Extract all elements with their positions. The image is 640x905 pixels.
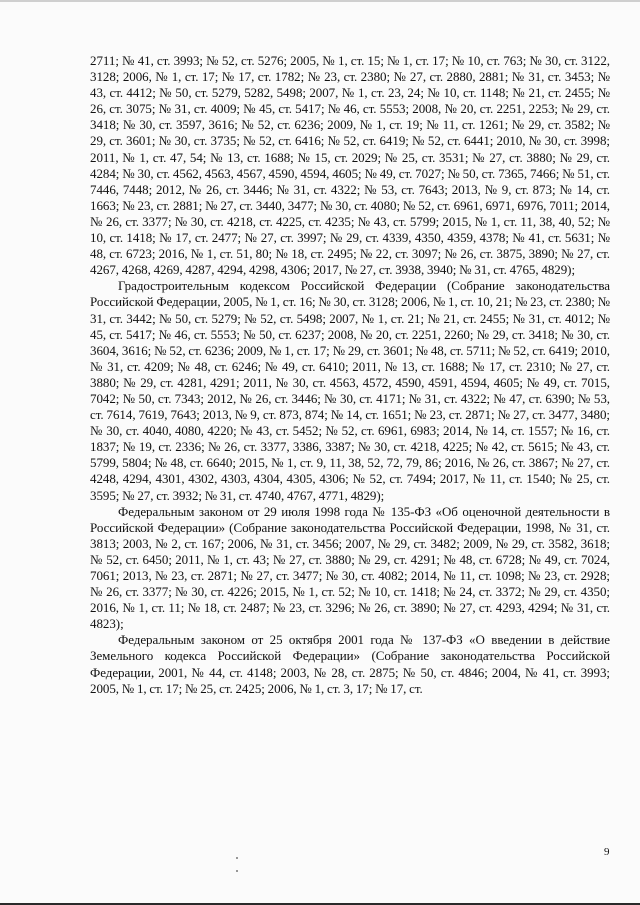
paragraph-law-137-fz: Федеральным законом от 25 октября 2001 года № 137-ФЗ «О введении в действие Земельного кодекса Российской Федерации» (Собрание законодательства Российской Федерации, 2001, № 44, ст. 4148; 2003, № 28, ст. 2875; № 50, ст. 4846; 2004, № 41, ст. 3993; 2005, № 1, ст. 17; № 25, ст. 2425; 2006, № 1, ст. 3, 17; № 17, ст.: [90, 632, 610, 696]
document-body: [90, 53, 610, 697]
paragraph-citations-continued: 2711; № 41, ст. 3993; № 52, ст. 5276; 2005, № 1, ст. 15; № 1, ст. 17; № 10, ст. 763; № 30, ст. 3122, 3128; 2006, № 1, ст. 17; № 17, ст. 1782; № 23, ст. 2380; № 27, ст. 2880, 2881; № 31, ст. 3453; № 43, ст. 4412; № 50, ст. 5279, 5282, 5498; 2007, № 1, ст. 23, 24; № 10, ст. 1148; № 21, ст. 2455; № 26, ст. 3075; № 31, ст. 4009; № 45, ст. 5417; № 46, ст. 5553; 2008, № 20, ст. 2251, 2253; № 29, ст. 3418; № 30, ст. 3597, 3616; № 52, ст. 6236; 2009, № 1, ст. 19; № 11, ст. 1261; № 29, ст. 3582; № 29, ст. 3601; № 30, ст. 3735; № 52, ст. 6416; № 52, ст. 6419; № 52, ст. 6441; 2010, № 30, ст. 3998; 2011, № 1, ст. 47, 54; № 13, ст. 1688; № 15, ст. 2029; № 25, ст. 3531; № 27, ст. 3880; № 29, ст. 4284; № 30, ст. 4562, 4563, 4567, 4590, 4594, 4605; № 49, ст. 7027; № 50, ст. 7365, 7466; № 51, ст. 7446, 7448; 2012, № 26, ст. 3446; № 31, ст. 4322; № 53, ст. 7643; 2013, № 9, ст. 873; № 14, ст. 1663; № 23, ст. 2881; № 27, ст. 3440, 3477; № 30, ст. 4080; № 52, ст. 6961, 6971, 6976, 7011; 2014, № 26, ст. 3377; № 30, ст. 4218, ст. 4225, ст. 4235; № 43, ст. 5799; 2015, № 1, ст. 11, 38, 40, 52; № 10, ст. 1418; № 17, ст. 2477; № 27, ст. 3997; № 29, ст. 4339, 4350, 4359, 4378; № 41, ст. 5631; № 48, ст. 6723; 2016, № 1, ст. 51, 80; № 18, ст. 2495; № 22, ст. 3097; № 26, ст. 3875, 3890; № 27, ст. 4267, 4268, 4269, 4287, 4294, 4298, 4306; 2017, № 27, ст. 3938, 3940; № 31, ст. 4765, 4829);: [90, 53, 610, 278]
paragraph-urban-planning-code: Градостроительным кодексом Российской Федерации (Собрание законодательства Российской Федерации, 2005, № 1, ст. 16; № 30, ст. 3128; 2006, № 1, ст. 10, 21; № 23, ст. 2380; № 31, ст. 3442; № 50, ст. 5279; № 52, ст. 5498; 2007, № 1, ст. 21; № 21, ст. 2455; № 31, ст. 4012; № 45, ст. 5417; № 46, ст. 5553; № 50, ст. 6237; 2008, № 20, ст. 2251, 2260; № 29, ст. 3418; № 30, ст. 3604, 3616; № 52, ст. 6236; 2009, № 1, ст. 17; № 29, ст. 3601; № 48, ст. 5711; № 52, ст. 6419; 2010, № 31, ст. 4209; № 48, ст. 6246; № 49, ст. 6410; 2011, № 13, ст. 1688; № 17, ст. 2310; № 27, ст. 3880; № 29, ст. 4281, 4291; 2011, № 30, ст. 4563, 4572, 4590, 4591, 4594, 4605; № 49, ст. 7015, 7042; № 50, ст. 7343; 2012, № 26, ст. 3446; № 30, ст. 4171; № 31, ст. 4322; № 47, ст. 6390; № 53, ст. 7614, 7619, 7643; 2013, № 9, ст. 873, 874; № 14, ст. 1651; № 23, ст. 2871; № 27, ст. 3477, 3480; № 30, ст. 4040, 4080, 4220; № 43, ст. 5452; № 52, ст. 6961, 6983; 2014, № 14, ст. 1557; № 16, ст. 1837; № 19, ст. 2336; № 26, ст. 3377, 3386, 3387; № 30, ст. 4218, 4225; № 42, ст. 5615; № 43, ст. 5799, 5804; № 48, ст. 6640; 2015, № 1, ст. 9, 11, 38, 52, 72, 79, 86; 2016, № 26, ст. 3867; № 27, ст. 4248, 4294, 4301, 4302, 4303, 4304, 4305, 4306; № 52, ст. 7494; 2017, № 11, ст. 1540; № 25, ст. 3595; № 27, ст. 3932; № 31, ст. 4740, 4767, 4771, 4829);: [90, 278, 610, 503]
page-number: 9: [604, 846, 610, 858]
scan-top-edge: [0, 0, 640, 2]
paragraph-law-135-fz: Федеральным законом от 29 июля 1998 года № 135-ФЗ «Об оценочной деятельности в Российской Федерации» (Собрание законодательства Российской Федерации, 1998, № 31, ст. 3813; 2003, № 2, ст. 167; 2006, № 31, ст. 3456; 2007, № 29, ст. 3482; 2009, № 29, ст. 3582, 3618; № 52, ст. 6450; 2011, № 1, ст. 43; № 27, ст. 3880; № 29, ст. 4291; № 48, ст. 6728; № 49, ст. 7024, 7061; 2013, № 23, ст. 2871; № 27, ст. 3477; № 30, ст. 4082; 2014, № 11, ст. 1098; № 23, ст. 2928; № 26, ст. 3377; № 30, ст. 4226; 2015, № 1, ст. 52; № 10, ст. 1418; № 24, ст. 3372; № 29, ст. 4350; 2016, № 1, ст. 11; № 18, ст. 2487; № 23, ст. 3296; № 26, ст. 3890; № 27, ст. 4293, 4294; № 31, ст. 4823);: [90, 503, 610, 632]
scan-speck: [236, 857, 238, 859]
scan-speck: [236, 870, 238, 872]
